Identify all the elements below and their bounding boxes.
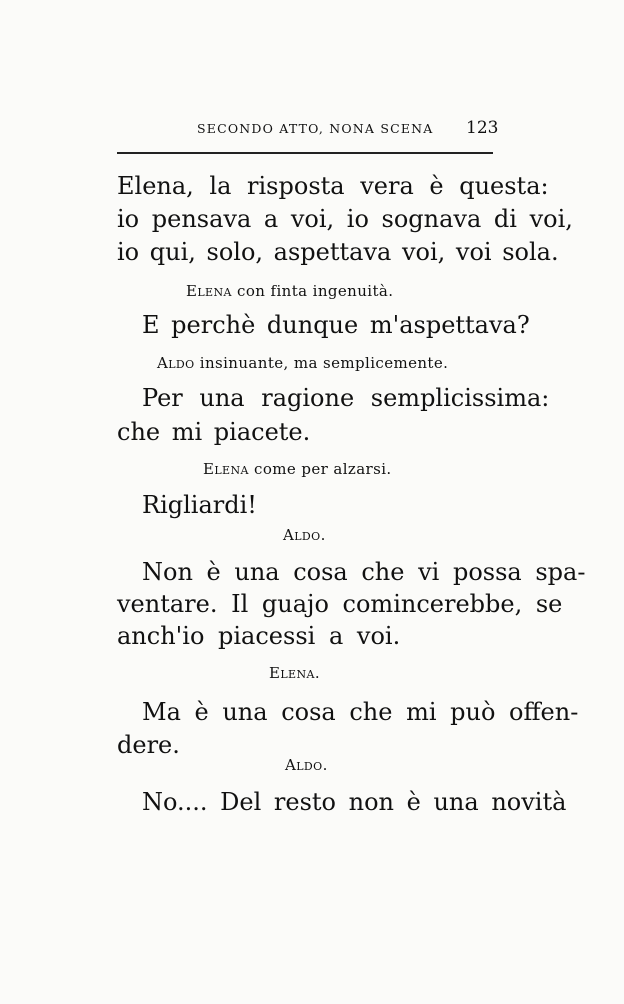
stage-direction bbox=[269, 666, 320, 681]
stage-direction bbox=[285, 758, 328, 773]
text-line: Elena, la risposta vera è questa: bbox=[117, 172, 549, 200]
speaker-name: Elena bbox=[186, 282, 232, 300]
text-line: che mi piacete. bbox=[117, 418, 311, 446]
text-line: Rigliardi! bbox=[142, 491, 257, 519]
header-rule bbox=[117, 152, 493, 154]
text-line: io pensava a voi, io sognava di voi, bbox=[117, 205, 573, 233]
text-line: Per una ragione semplicissima: bbox=[142, 384, 550, 412]
text-line: anch'io piacessi a voi. bbox=[117, 622, 401, 650]
text-line: E perchè dunque m'aspettava? bbox=[142, 311, 530, 339]
text-line: No.... Del resto non è una novità bbox=[142, 788, 567, 816]
text-line: ventare. Il guajo comincerebbe, se bbox=[117, 590, 563, 618]
stage-note: come per alzarsi. bbox=[254, 460, 392, 478]
speaker-name: Elena. bbox=[269, 664, 321, 682]
text-line: io qui, solo, aspettava voi, voi sola. bbox=[117, 238, 559, 266]
stage-note: insinuante, ma semplicemente. bbox=[199, 354, 449, 372]
text-line: dere. bbox=[117, 731, 180, 759]
stage-direction bbox=[203, 462, 392, 477]
stage-direction bbox=[283, 528, 326, 543]
text-line: Non è una cosa che vi possa spa- bbox=[142, 558, 586, 586]
speaker-name: Aldo. bbox=[285, 756, 328, 774]
stage-note: con finta ingenuità. bbox=[237, 282, 394, 300]
speaker-name: Elena bbox=[203, 460, 249, 478]
speaker-name: Aldo bbox=[157, 354, 195, 372]
stage-direction bbox=[186, 284, 393, 299]
speaker-name: Aldo. bbox=[283, 526, 326, 544]
stage-direction bbox=[157, 356, 448, 371]
running-header: SECONDO ATTO, NONA SCENA bbox=[197, 121, 434, 136]
page-number: 123 bbox=[466, 118, 499, 138]
text-line: Ma è una cosa che mi può offen- bbox=[142, 698, 579, 726]
